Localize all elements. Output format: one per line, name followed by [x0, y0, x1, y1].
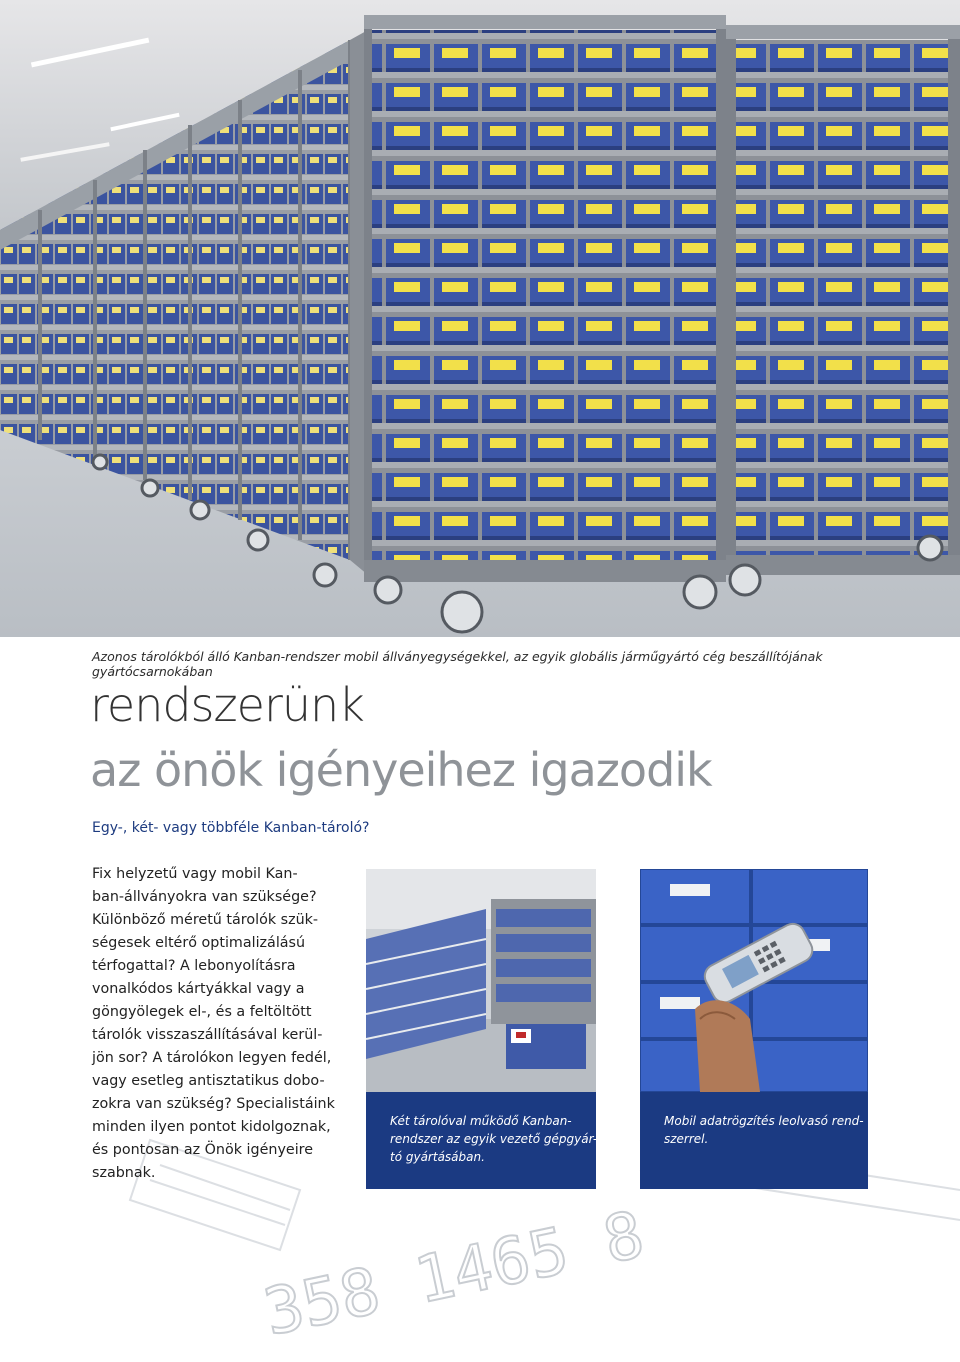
body-line: minden ilyen pontot kidolgoznak, — [92, 1119, 331, 1135]
photo-card-scanner-caption — [664, 1112, 864, 1148]
body-line: Fix helyzetű vagy mobil Kan- — [92, 866, 298, 882]
caption-line: szerrel. — [664, 1132, 709, 1146]
body-line: vagy esetleg antisztatikus dobo- — [92, 1073, 325, 1089]
body-line: térfogattal? A lebonyolításra — [92, 958, 296, 974]
body-line: tárolók visszaszállításával kerül- — [92, 1027, 323, 1043]
photo-card-scanner — [640, 869, 868, 1189]
section-subheading: Egy-, két- vagy többféle Kanban-tároló? — [92, 820, 370, 836]
body-paragraph — [92, 863, 350, 1185]
body-line: vonalkódos kártyákkal vagy a — [92, 981, 305, 997]
body-line: szabnak. — [92, 1165, 156, 1181]
caption-line: tó gyártásában. — [390, 1150, 485, 1164]
caption-line: Két tárolóval működő Kanban- — [390, 1114, 572, 1128]
body-line: zokra van szükség? Specialistáink — [92, 1096, 335, 1112]
body-line: Különböző méretű tárolók szük- — [92, 912, 319, 928]
caption-line: rendszer az egyik vezető gépgyár- — [390, 1132, 598, 1146]
barcode-scanner-photo — [640, 869, 868, 1092]
caption-line: Mobil adatrögzítés leolvasó rend- — [664, 1114, 864, 1128]
body-line: göngyölegek el-, és a feltöltött — [92, 1004, 312, 1020]
body-line: ségesek eltérő optimalizálású — [92, 935, 306, 951]
body-line: ban-állványokra van szüksége? — [92, 889, 317, 905]
hero-caption: Azonos tárolókból álló Kanban-rendszer mobil állványegységekkel, az egyik globális járműgyártó cég beszállítójának gyártócsarnokában — [92, 649, 823, 679]
photo-card-kanban — [366, 869, 596, 1189]
body-line: és pontosan az Önök igényeire — [92, 1142, 314, 1158]
page-subtitle: az önök igényeihez igazodik — [90, 743, 712, 797]
body-line: jön sor? A tárolókon legyen fedél, — [92, 1050, 332, 1066]
kanban-warehouse-photo — [366, 869, 596, 1092]
photo-card-kanban-caption — [390, 1112, 598, 1166]
hero-photo — [0, 0, 960, 637]
barcode-digits: 358 1465 8 — [257, 1198, 651, 1351]
page-title: rendszerünk — [90, 678, 364, 732]
